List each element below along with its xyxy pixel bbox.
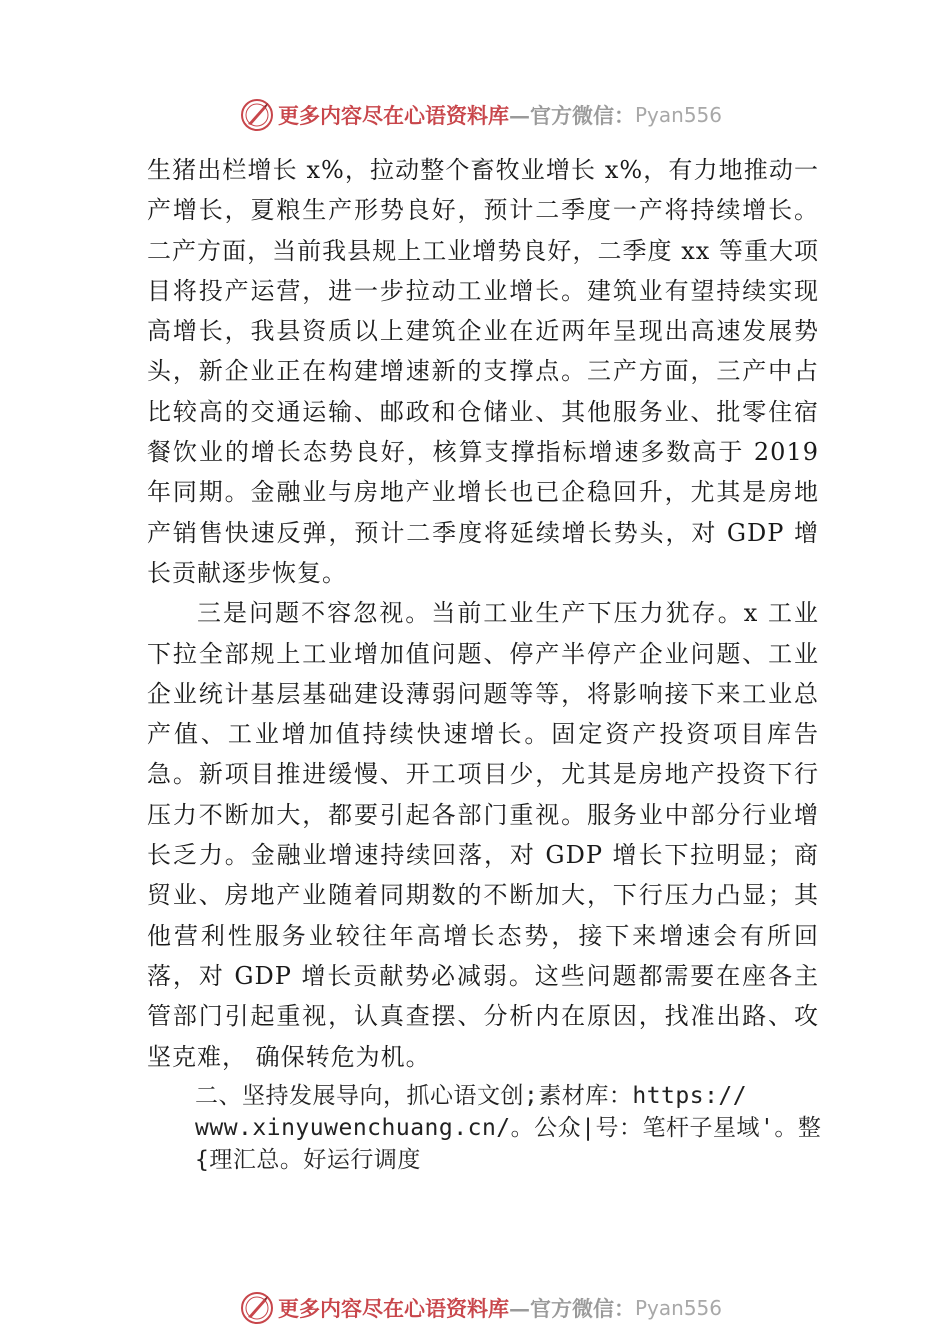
banner-wechat-id: Pyan556 bbox=[635, 103, 723, 127]
header-banner bbox=[240, 95, 760, 135]
source-note bbox=[195, 1080, 822, 1176]
source-note-line-2: www.xinyuwenchuang.cn/。公众|号：笔杆子星域'。整 bbox=[195, 1115, 822, 1141]
paragraph-1: 生猪出栏增长 x%，拉动整个畜牧业增长 x%，有力地推动一产增长，夏粮生产形势良好，预计二季度一产将持续增长。 二产方面，当前我县规上工业增势良好，二季度 xx 等重大项目将投产运营，进一步拉动工业增长。建筑业有望持续实现高增长，我县资质以上建筑企业在近两年呈现出高速发展势头，新企业正在构建增速新的支撑点。三产方面，三产中占比较高的交通运输、邮政和仓储业、其他服务业、批零住宿餐饮业的增长态势良好，核算支撑指标增速多数高于 2019 年同期。金融业与房地产业增长也已企稳回升，尤其是房地产销售快速反弹，预计二季度将延续增长势头，对 GDP 增长贡献逐步恢复。 bbox=[147, 156, 819, 587]
document-body bbox=[147, 150, 819, 1077]
paragraph-2: 三是问题不容忽视。当前工业生产下压力犹存。x 工业下拉全部规上工业增加值问题、停产半停产企业问题、工业企业统计基层基础建设薄弱问题等等，将影响接下来工业总产值、工业增加值持续快速增长。固定资产投资项目库告急。新项目推进缓慢、开工项目少，尤其是房地产投资下行压力不断加大，都要引起各部门重视。服务业中部分行业增长乏力。金融业增速持续回落，对 GDP 增长下拉明显；商贸业、房地产业随着同期数的不断加大，下行压力凸显；其他营利性服务业较往年高增长态势，接下来增速会有所回落，对 GDP 增长贡献势必减弱。这些问题都需要在座各主管部门引起重视，认真查摆、分析内在原因，找准出路、攻坚克难， 确保转危为机。 bbox=[147, 599, 819, 1071]
banner-red-text: 更多内容尽在心语资料库 bbox=[278, 103, 509, 128]
quill-logo-icon bbox=[240, 98, 274, 132]
footer-banner bbox=[240, 1288, 760, 1328]
banner-gray-text: —官方微信： bbox=[509, 1296, 635, 1321]
quill-logo-icon bbox=[240, 1291, 274, 1325]
source-note-line-3: {理汇总。好运行调度 bbox=[195, 1147, 421, 1173]
source-note-line-1: 二、坚持发展导向，抓心语文创;素材库：https:// bbox=[195, 1083, 748, 1109]
banner-gray-text: —官方微信： bbox=[509, 103, 635, 128]
banner-wechat-id: Pyan556 bbox=[635, 1296, 723, 1320]
banner-red-text: 更多内容尽在心语资料库 bbox=[278, 1296, 509, 1321]
